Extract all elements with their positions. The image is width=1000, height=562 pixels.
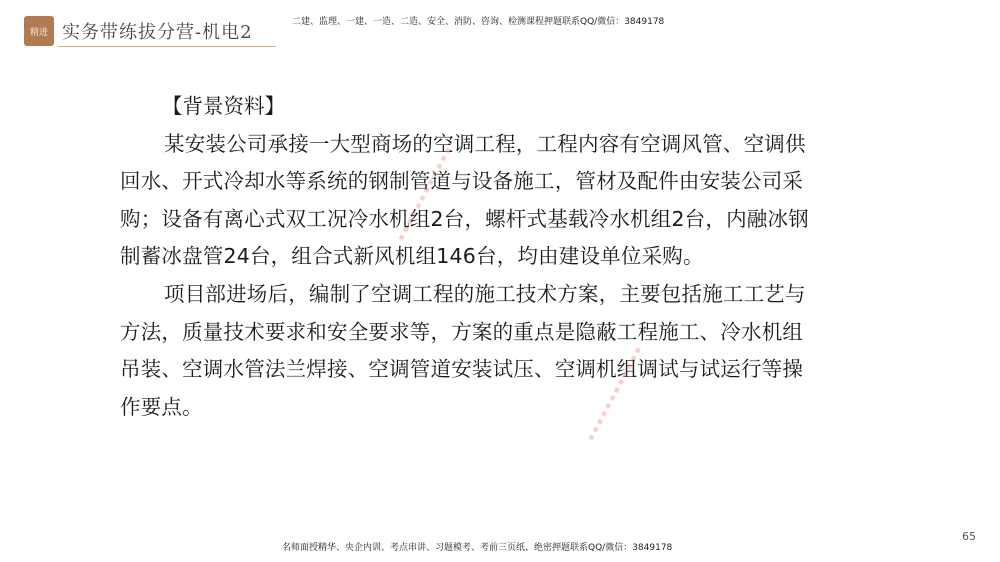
section-heading: 【背景资料】 [162,94,285,118]
faint-watermark: ▪ ▪ ▪ ▪ ▪ ▪ ▪ ▪ ▪ ▪ ▪ ▪ [396,145,454,243]
page-number: 65 [962,530,976,543]
brand-logo [24,16,54,46]
title-underline [58,46,276,47]
background-paragraph-2: 项目部进场后，编制了空调工程的施工技术方案，主要包括施工工艺与方法，质量技术要求和安全要求等，方案的重点是隐蔽工程施工、冷水机组吊装、空调水管法兰焊接、空调管道安装试压、空调机组调试与试运行等操作要点。 [120,281,806,419]
faint-watermark: ▪ ▪ ▪ ▪ ▪ ▪ ▪ ▪ ▪ ▪ ▪ ▪ [586,345,644,443]
brand-logo-text: 精进 [29,27,48,38]
background-paragraph-1: 某安装公司承接一大型商场的空调工程，工程内容有空调风管、空调供回水、开式冷却水等系统的钢制管道与设备施工，管材及配件由安装公司采购；设备有离心式双工况冷水机组2台，螺杆式基载冷水机组2台，内融冰钢制蓄冰盘管24台，组合式新风机组146台，均由建设单位采购。 [120,131,809,269]
slide-content [120,88,820,426]
top-promo-banner: 二建、监理、一建、一造、二造、安全、消防、咨询、检测课程押题联系QQ/微信：3849178 [292,17,665,27]
bottom-promo-banner: 名师面授精华、央企内训、考点串讲、习题模考、考前三页纸、绝密押题联系QQ/微信：3849178 [282,543,673,553]
deck-title: 实务带练拔分营-机电2 [62,22,253,43]
